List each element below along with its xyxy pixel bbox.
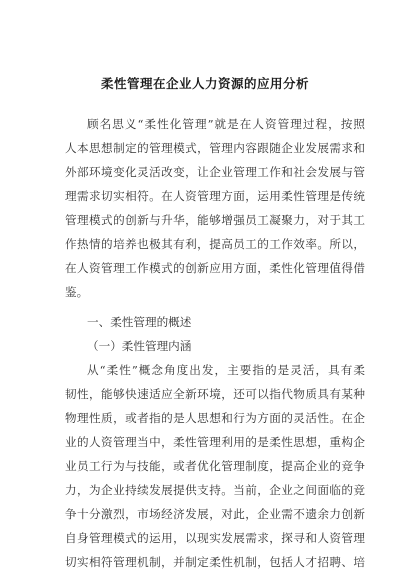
- section-heading: 一、柔性管理的概述: [87, 315, 192, 329]
- paragraph-line: 在人资管理工作模式的创新应用方面，柔性化管理值得借: [65, 261, 365, 275]
- paragraph-line: 作热情的培养也极其有利，提高员工的工作效率。所以，: [65, 237, 365, 251]
- paragraph-line: 鉴。: [65, 285, 89, 299]
- paragraph-line: 业员工行为与技能，或者优化管理制度，提高企业的竞争: [65, 459, 365, 473]
- paragraph-line: 人本思想制定的管理模式，管理内容跟随企业发展需求和: [65, 141, 365, 155]
- paragraph-line: 争十分激烈，市场经济发展，对此，企业需不遗余力创新: [65, 507, 365, 521]
- paragraph-line: 业的人资管理当中，柔性管理利用的是柔性思想，重构企: [65, 435, 365, 449]
- paragraph-line: 从“柔性”概念角度出发，主要指的是灵活，具有柔: [87, 363, 365, 377]
- paragraph-line: 切实相符管理机制，并制定柔性机制，包括人才招聘、培: [65, 555, 365, 569]
- paragraph-line: 顾名思义“柔性化管理”就是在人资管理过程，按照: [87, 117, 365, 131]
- paragraph-line: 自身管理模式的运用，以现实发展需求，探寻和人资管理: [65, 531, 365, 545]
- paragraph-line: 理需求切实相符。在人资管理方面，运用柔性管理是传统: [65, 189, 365, 203]
- document-title: 柔性管理在企业人力资源的应用分析: [100, 76, 309, 91]
- paragraph-line: 外部环境变化灵活改变，让企业管理工作和社会发展与管: [65, 165, 365, 179]
- paragraph-line: 管理模式的创新与升华，能够增强员工凝聚力，对于其工: [65, 213, 365, 227]
- paragraph-line: 力，为企业持续发展提供支持。当前，企业之间面临的竞: [65, 483, 365, 497]
- paragraph-line: 韧性，能够快速适应全新环境，还可以指代物质具有某种: [65, 387, 365, 401]
- subsection-heading: （一）柔性管理内涵: [87, 339, 192, 353]
- paragraph-line: 物理性质，或者指的是人思想和行为方面的灵活性。在企: [65, 411, 365, 425]
